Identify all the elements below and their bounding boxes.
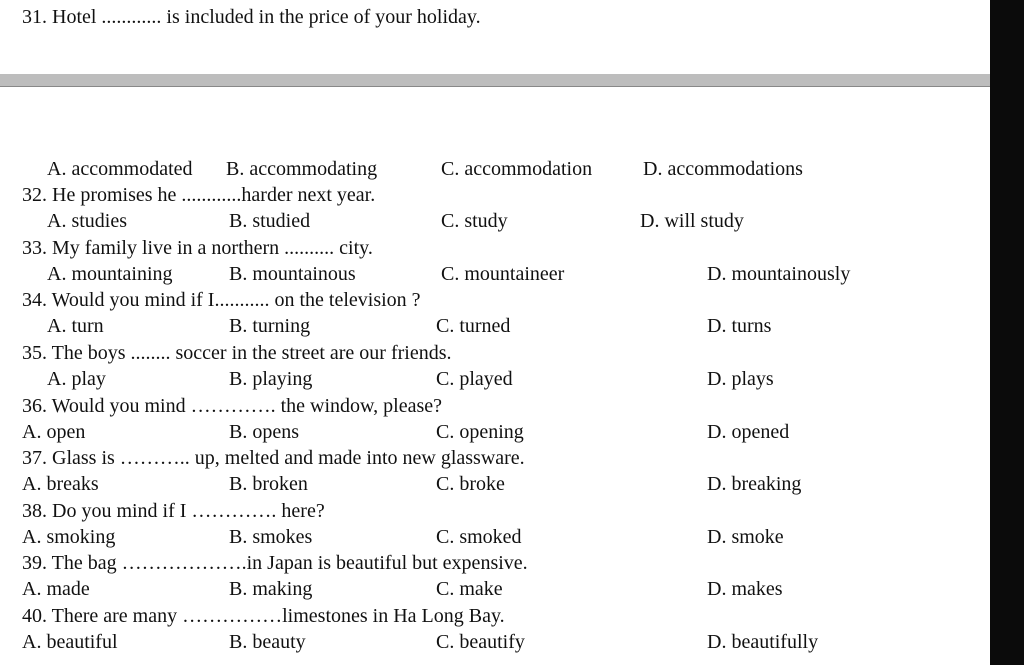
q38-option-b: B. smokes [229, 526, 313, 548]
q35-option-d: D. plays [707, 368, 774, 390]
q38-option-a: A. smoking [22, 526, 116, 548]
question-33: 33. My family live in a northern .......... city. [22, 237, 373, 259]
q33-option-b: B. mountainous [229, 263, 356, 285]
q35-option-c: C. played [436, 368, 513, 390]
question-39: 39. The bag ……………….in Japan is beautiful but expensive. [22, 552, 528, 574]
q36-option-a: A. open [22, 421, 86, 443]
q33-option-d: D. mountainously [707, 263, 851, 285]
page-main [0, 87, 990, 665]
q31-option-a: A. accommodated [47, 158, 193, 180]
question-31: 31. Hotel ............ is included in the price of your holiday. [22, 6, 481, 28]
q38-option-d: D. smoke [707, 526, 784, 548]
q33-option-a: A. mountaining [47, 263, 173, 285]
q39-option-a: A. made [22, 578, 90, 600]
question-37: 37. Glass is ……….. up, melted and made into new glassware. [22, 447, 525, 469]
q31-option-b: B. accommodating [226, 158, 378, 180]
question-32: 32. He promises he ............harder next year. [22, 184, 376, 206]
q35-option-b: B. playing [229, 368, 313, 390]
q38-option-c: C. smoked [436, 526, 522, 548]
page-top [0, 0, 990, 74]
q31-option-c: C. accommodation [441, 158, 593, 180]
q33-option-c: C. mountaineer [441, 263, 565, 285]
q34-option-d: D. turns [707, 315, 772, 337]
q39-option-b: B. making [229, 578, 313, 600]
q37-option-c: C. broke [436, 473, 505, 495]
q36-option-b: B. opens [229, 421, 299, 443]
q40-option-a: A. beautiful [22, 631, 118, 653]
q34-option-b: B. turning [229, 315, 311, 337]
q40-option-d: D. beautifully [707, 631, 819, 653]
q36-option-d: D. opened [707, 421, 790, 443]
q32-option-a: A. studies [47, 210, 127, 232]
question-34: 34. Would you mind if I........... on the television ? [22, 289, 421, 311]
question-40: 40. There are many ……………limestones in Ha Long Bay. [22, 605, 505, 627]
q40-option-b: B. beauty [229, 631, 306, 653]
q39-option-d: D. makes [707, 578, 783, 600]
question-38: 38. Do you mind if I …………. here? [22, 500, 325, 522]
question-35: 35. The boys ........ soccer in the street are our friends. [22, 342, 452, 364]
question-36: 36. Would you mind …………. the window, please? [22, 395, 443, 417]
q35-option-a: A. play [47, 368, 106, 390]
q36-option-c: C. opening [436, 421, 524, 443]
q34-option-c: C. turned [436, 315, 511, 337]
q40-option-c: C. beautify [436, 631, 525, 653]
right-dark-edge [990, 0, 1024, 665]
q37-option-a: A. breaks [22, 473, 99, 495]
q37-option-d: D. breaking [707, 473, 802, 495]
page-break-band [0, 74, 990, 87]
q37-option-b: B. broken [229, 473, 308, 495]
q32-option-c: C. study [441, 210, 508, 232]
q32-option-d: D. will study [640, 210, 744, 232]
q31-option-d: D. accommodations [643, 158, 803, 180]
q34-option-a: A. turn [47, 315, 104, 337]
q32-option-b: B. studied [229, 210, 311, 232]
q39-option-c: C. make [436, 578, 503, 600]
